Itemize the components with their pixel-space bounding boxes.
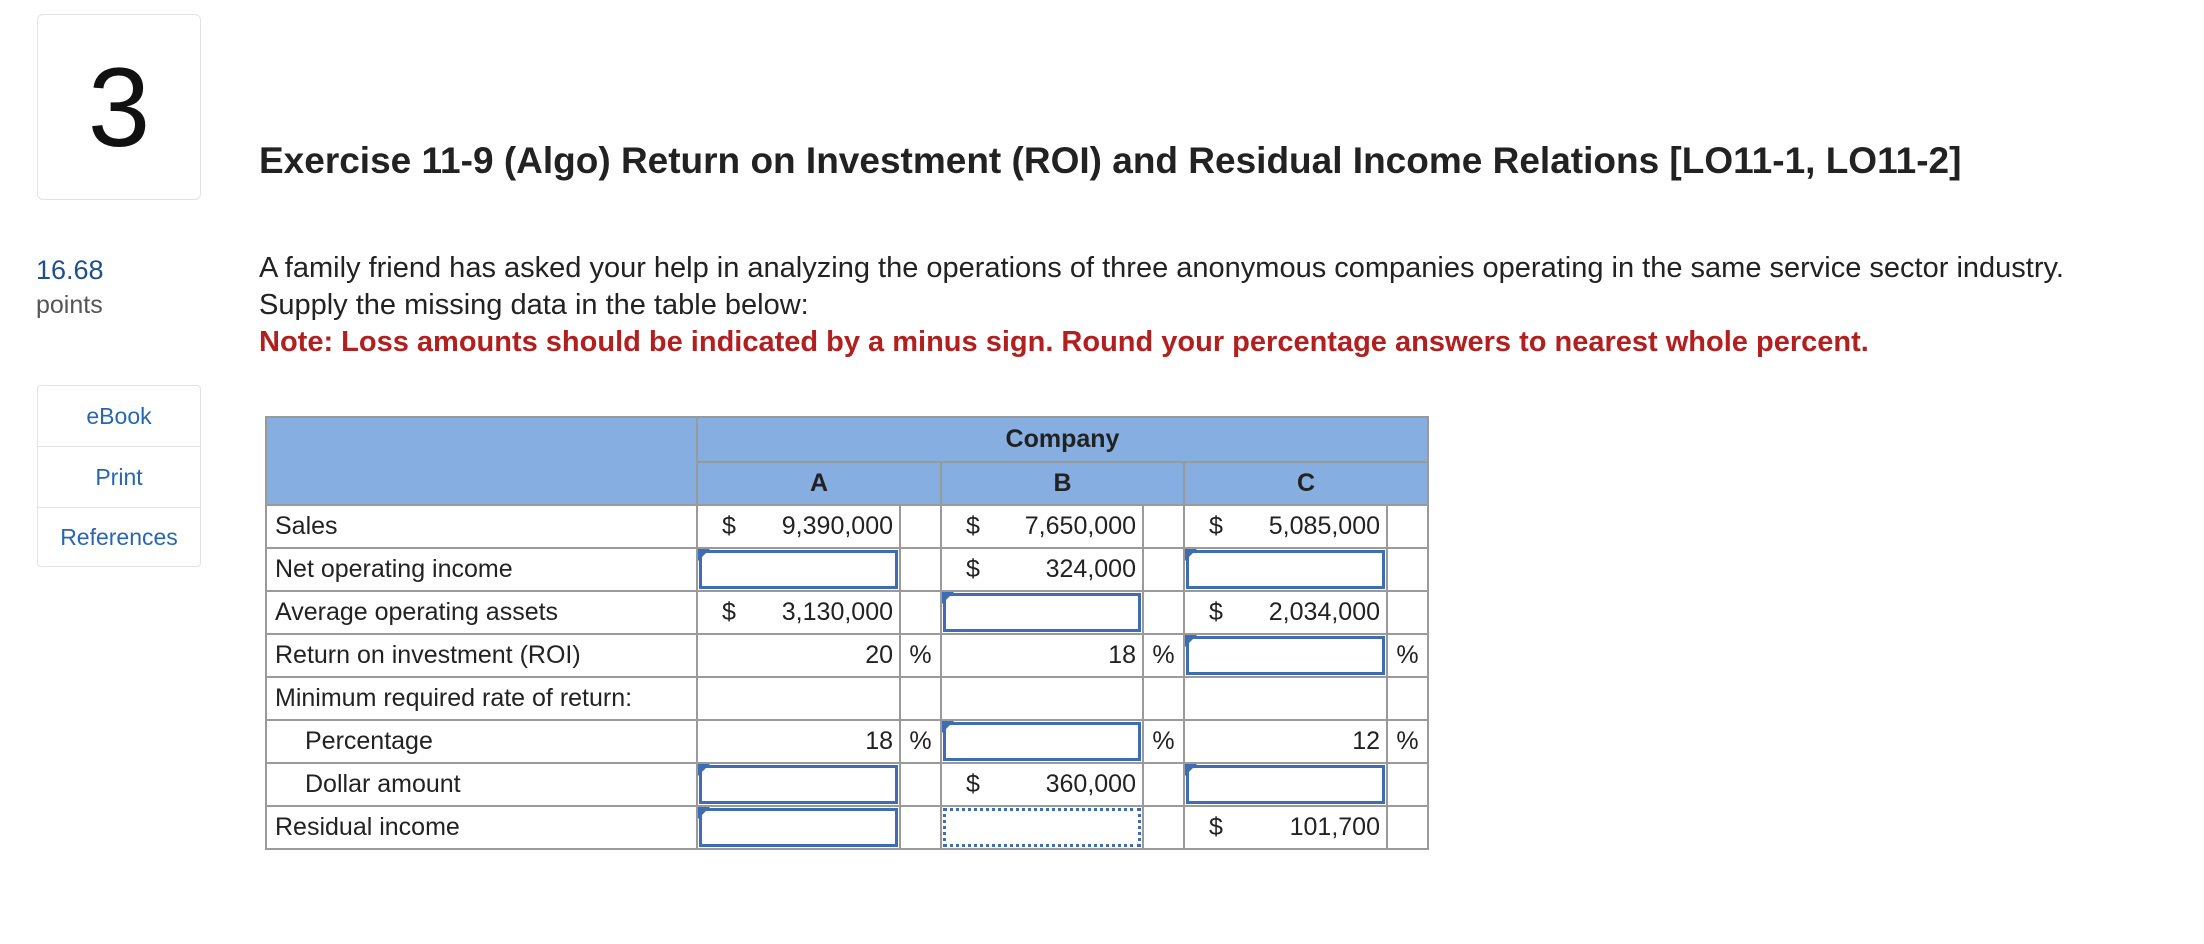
percentage-a xyxy=(697,720,900,763)
empty-cell xyxy=(1184,677,1387,720)
row-dollar-amount xyxy=(266,763,1428,806)
header-col-b: B xyxy=(941,462,1184,505)
noi-b xyxy=(941,548,1143,591)
row-label: Percentage xyxy=(266,720,697,763)
empty-cell xyxy=(1387,591,1428,634)
empty-cell xyxy=(900,677,941,720)
currency-symbol: $ xyxy=(966,770,980,798)
header-company: Company xyxy=(697,417,1428,462)
row-minimum-rate-heading xyxy=(266,677,1428,720)
currency-symbol: $ xyxy=(722,512,736,540)
residual-c xyxy=(1184,806,1387,849)
cell-value: 7,650,000 xyxy=(1024,512,1136,540)
row-roi xyxy=(266,634,1428,677)
input-marker-icon xyxy=(698,764,710,776)
assets-a xyxy=(697,591,900,634)
cell-value: 20 xyxy=(865,641,893,669)
empty-cell xyxy=(1143,763,1184,806)
input-marker-icon xyxy=(942,721,954,733)
header-blank xyxy=(266,417,697,505)
empty-cell xyxy=(1387,806,1428,849)
row-label: Return on investment (ROI) xyxy=(266,634,697,677)
percent-sign: % xyxy=(1143,634,1184,677)
input-marker-icon xyxy=(1185,549,1197,561)
input-marker-icon xyxy=(698,807,710,819)
input-marker-icon xyxy=(1185,635,1197,647)
cell-value: 101,700 xyxy=(1289,813,1380,841)
cell-value: 18 xyxy=(1108,641,1136,669)
empty-cell xyxy=(697,677,900,720)
empty-cell xyxy=(1143,677,1184,720)
empty-cell xyxy=(1387,677,1428,720)
sales-c xyxy=(1184,505,1387,548)
empty-cell xyxy=(900,591,941,634)
percent-sign: % xyxy=(1387,720,1428,763)
empty-cell xyxy=(900,505,941,548)
question-number: 3 xyxy=(37,14,201,200)
header-col-c: C xyxy=(1184,462,1428,505)
roi-a xyxy=(697,634,900,677)
empty-cell xyxy=(900,763,941,806)
cell-value: 18 xyxy=(865,727,893,755)
dollar-a-input[interactable] xyxy=(697,763,900,806)
percent-sign: % xyxy=(900,634,941,677)
currency-symbol: $ xyxy=(1209,598,1223,626)
row-label: Sales xyxy=(266,505,697,548)
noi-a-input[interactable] xyxy=(697,548,900,591)
empty-cell xyxy=(900,806,941,849)
row-label: Average operating assets xyxy=(266,591,697,634)
cell-value: 3,130,000 xyxy=(781,598,893,626)
empty-cell xyxy=(941,677,1143,720)
side-button-group xyxy=(37,385,201,567)
sales-b xyxy=(941,505,1143,548)
empty-cell xyxy=(1143,806,1184,849)
dollar-b xyxy=(941,763,1143,806)
roi-table xyxy=(265,416,1429,850)
roi-b xyxy=(941,634,1143,677)
sales-a xyxy=(697,505,900,548)
percentage-b-input[interactable] xyxy=(941,720,1143,763)
empty-cell xyxy=(1143,505,1184,548)
input-marker-icon xyxy=(1185,764,1197,776)
cell-value: 5,085,000 xyxy=(1268,512,1380,540)
percent-sign: % xyxy=(900,720,941,763)
currency-symbol: $ xyxy=(966,555,980,583)
cell-value: 324,000 xyxy=(1045,555,1136,583)
exercise-title: Exercise 11-9 (Algo) Return on Investment (ROI) and Residual Income Relations [LO11-1, LO11-2] xyxy=(259,140,1962,181)
row-label: Minimum required rate of return: xyxy=(266,677,697,720)
instruction-note: Note: Loss amounts should be indicated by a minus sign. Round your percentage answers to nearest whole percent. xyxy=(259,326,1869,358)
residual-a-input[interactable] xyxy=(697,806,900,849)
references-button[interactable]: References xyxy=(60,523,178,550)
points-value: 16.68 xyxy=(36,255,104,285)
row-sales xyxy=(266,505,1428,548)
row-average-operating-assets xyxy=(266,591,1428,634)
row-net-operating-income xyxy=(266,548,1428,591)
percent-sign: % xyxy=(1387,634,1428,677)
percentage-c xyxy=(1184,720,1387,763)
noi-c-input[interactable] xyxy=(1184,548,1387,591)
empty-cell xyxy=(900,548,941,591)
currency-symbol: $ xyxy=(1209,512,1223,540)
empty-cell xyxy=(1387,763,1428,806)
percent-sign: % xyxy=(1143,720,1184,763)
assets-b-input[interactable] xyxy=(941,591,1143,634)
empty-cell xyxy=(1387,548,1428,591)
row-label: Residual income xyxy=(266,806,697,849)
ebook-button[interactable]: eBook xyxy=(38,386,200,447)
row-label: Dollar amount xyxy=(266,763,697,806)
problem-description xyxy=(259,250,2159,361)
roi-c-input[interactable] xyxy=(1184,634,1387,677)
header-col-a: A xyxy=(697,462,941,505)
row-residual-income xyxy=(266,806,1428,849)
assets-c xyxy=(1184,591,1387,634)
description-text: A family friend has asked your help in analyzing the operations of three anonymous companies operating in the same service sector industry. Supply the missing data in the table below: xyxy=(259,252,2064,321)
input-marker-icon xyxy=(698,549,710,561)
table-header-row-company xyxy=(266,417,1428,462)
currency-symbol: $ xyxy=(966,512,980,540)
empty-cell xyxy=(1387,505,1428,548)
empty-cell xyxy=(1143,591,1184,634)
row-label: Net operating income xyxy=(266,548,697,591)
cell-value: 360,000 xyxy=(1045,770,1136,798)
cell-value: 2,034,000 xyxy=(1268,598,1380,626)
cell-value: 9,390,000 xyxy=(781,512,893,540)
dollar-c-input[interactable] xyxy=(1184,763,1387,806)
residual-b-input[interactable] xyxy=(941,806,1143,849)
print-button[interactable]: Print xyxy=(38,447,200,508)
row-percentage xyxy=(266,720,1428,763)
empty-cell xyxy=(1143,548,1184,591)
currency-symbol: $ xyxy=(1209,813,1223,841)
cell-value: 12 xyxy=(1352,727,1380,755)
currency-symbol: $ xyxy=(722,598,736,626)
input-marker-icon xyxy=(942,592,954,604)
points-label: points xyxy=(36,291,103,319)
